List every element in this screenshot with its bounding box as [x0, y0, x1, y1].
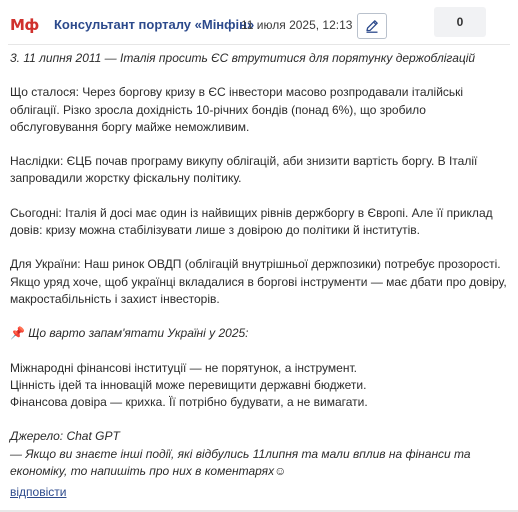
remember-title: Що варто запам'ятати Україні у 2025: [28, 326, 249, 341]
closing-line: — Якщо ви знаєте інші події, які відбулись 11липня та мали вплив на фінанси та економіку, то напишіть про них в коментарях☺ [10, 446, 471, 478]
source-line: Джерело: Chat GPT [10, 429, 120, 444]
paragraph-today: Сьогодні: Італія й досі має один із найвищих рівнів держборгу в Європі. Але її приклад довів: кризу можна стабілізувати лише з довірою до політики й інститутів. [10, 205, 493, 237]
header-divider [8, 44, 510, 45]
vote-count: 0 [456, 15, 464, 29]
lesson-item: Фінансова довіра — крихка. Її потрібно будувати, а не вимагати. [10, 394, 368, 409]
author-name[interactable]: Консультант порталу «Мінфін» [54, 17, 255, 32]
lesson-item: Міжнародні фінансові інституції — не порятунок, а інструмент. [10, 360, 357, 375]
comment-body [10, 50, 510, 501]
reply-link[interactable]: відповісти [10, 484, 67, 499]
post-headline: 3. 11 липня 2011 — Італія просить ЄС втрутитися для порятунку держоблігацій [10, 51, 476, 65]
remember-heading [10, 325, 510, 342]
avatar-logo-text: Мф [10, 16, 39, 34]
edit-button[interactable] [357, 13, 387, 39]
vote-count-badge[interactable] [434, 7, 486, 37]
paragraph-consequences: Наслідки: ЄЦБ почав програму викупу облігацій, аби знизити вартість боргу. В Італії запровадили жорстку фіскальну політику. [10, 154, 478, 186]
pencil-icon [364, 18, 380, 34]
lesson-item: Цінність ідей та інновацій може перевищити державні бюджети. [10, 377, 367, 392]
paragraph-for-ukraine: Для України: Наш ринок ОВДП (облігацій внутрішньої держпозики) потребує прозорості. Якщо уряд хоче, щоб українці вкладалися в боргові інструменти — має дбати про довіру, макростабільність і захист інвесторів. [10, 257, 507, 306]
pushpin-icon: 📌 [10, 326, 25, 341]
comment-header [0, 0, 518, 46]
comment-timestamp: 11 июля 2025, 12:13 [241, 18, 353, 32]
avatar[interactable] [10, 10, 48, 40]
paragraph-what-happened: Що сталося: Через боргову кризу в ЄС інвестори масово розпродавали італійські облігації. Різко зросла дохідність 10-річних бондів (понад 6%), що зробило обслуговування боргу майже неможливим. [10, 85, 464, 134]
